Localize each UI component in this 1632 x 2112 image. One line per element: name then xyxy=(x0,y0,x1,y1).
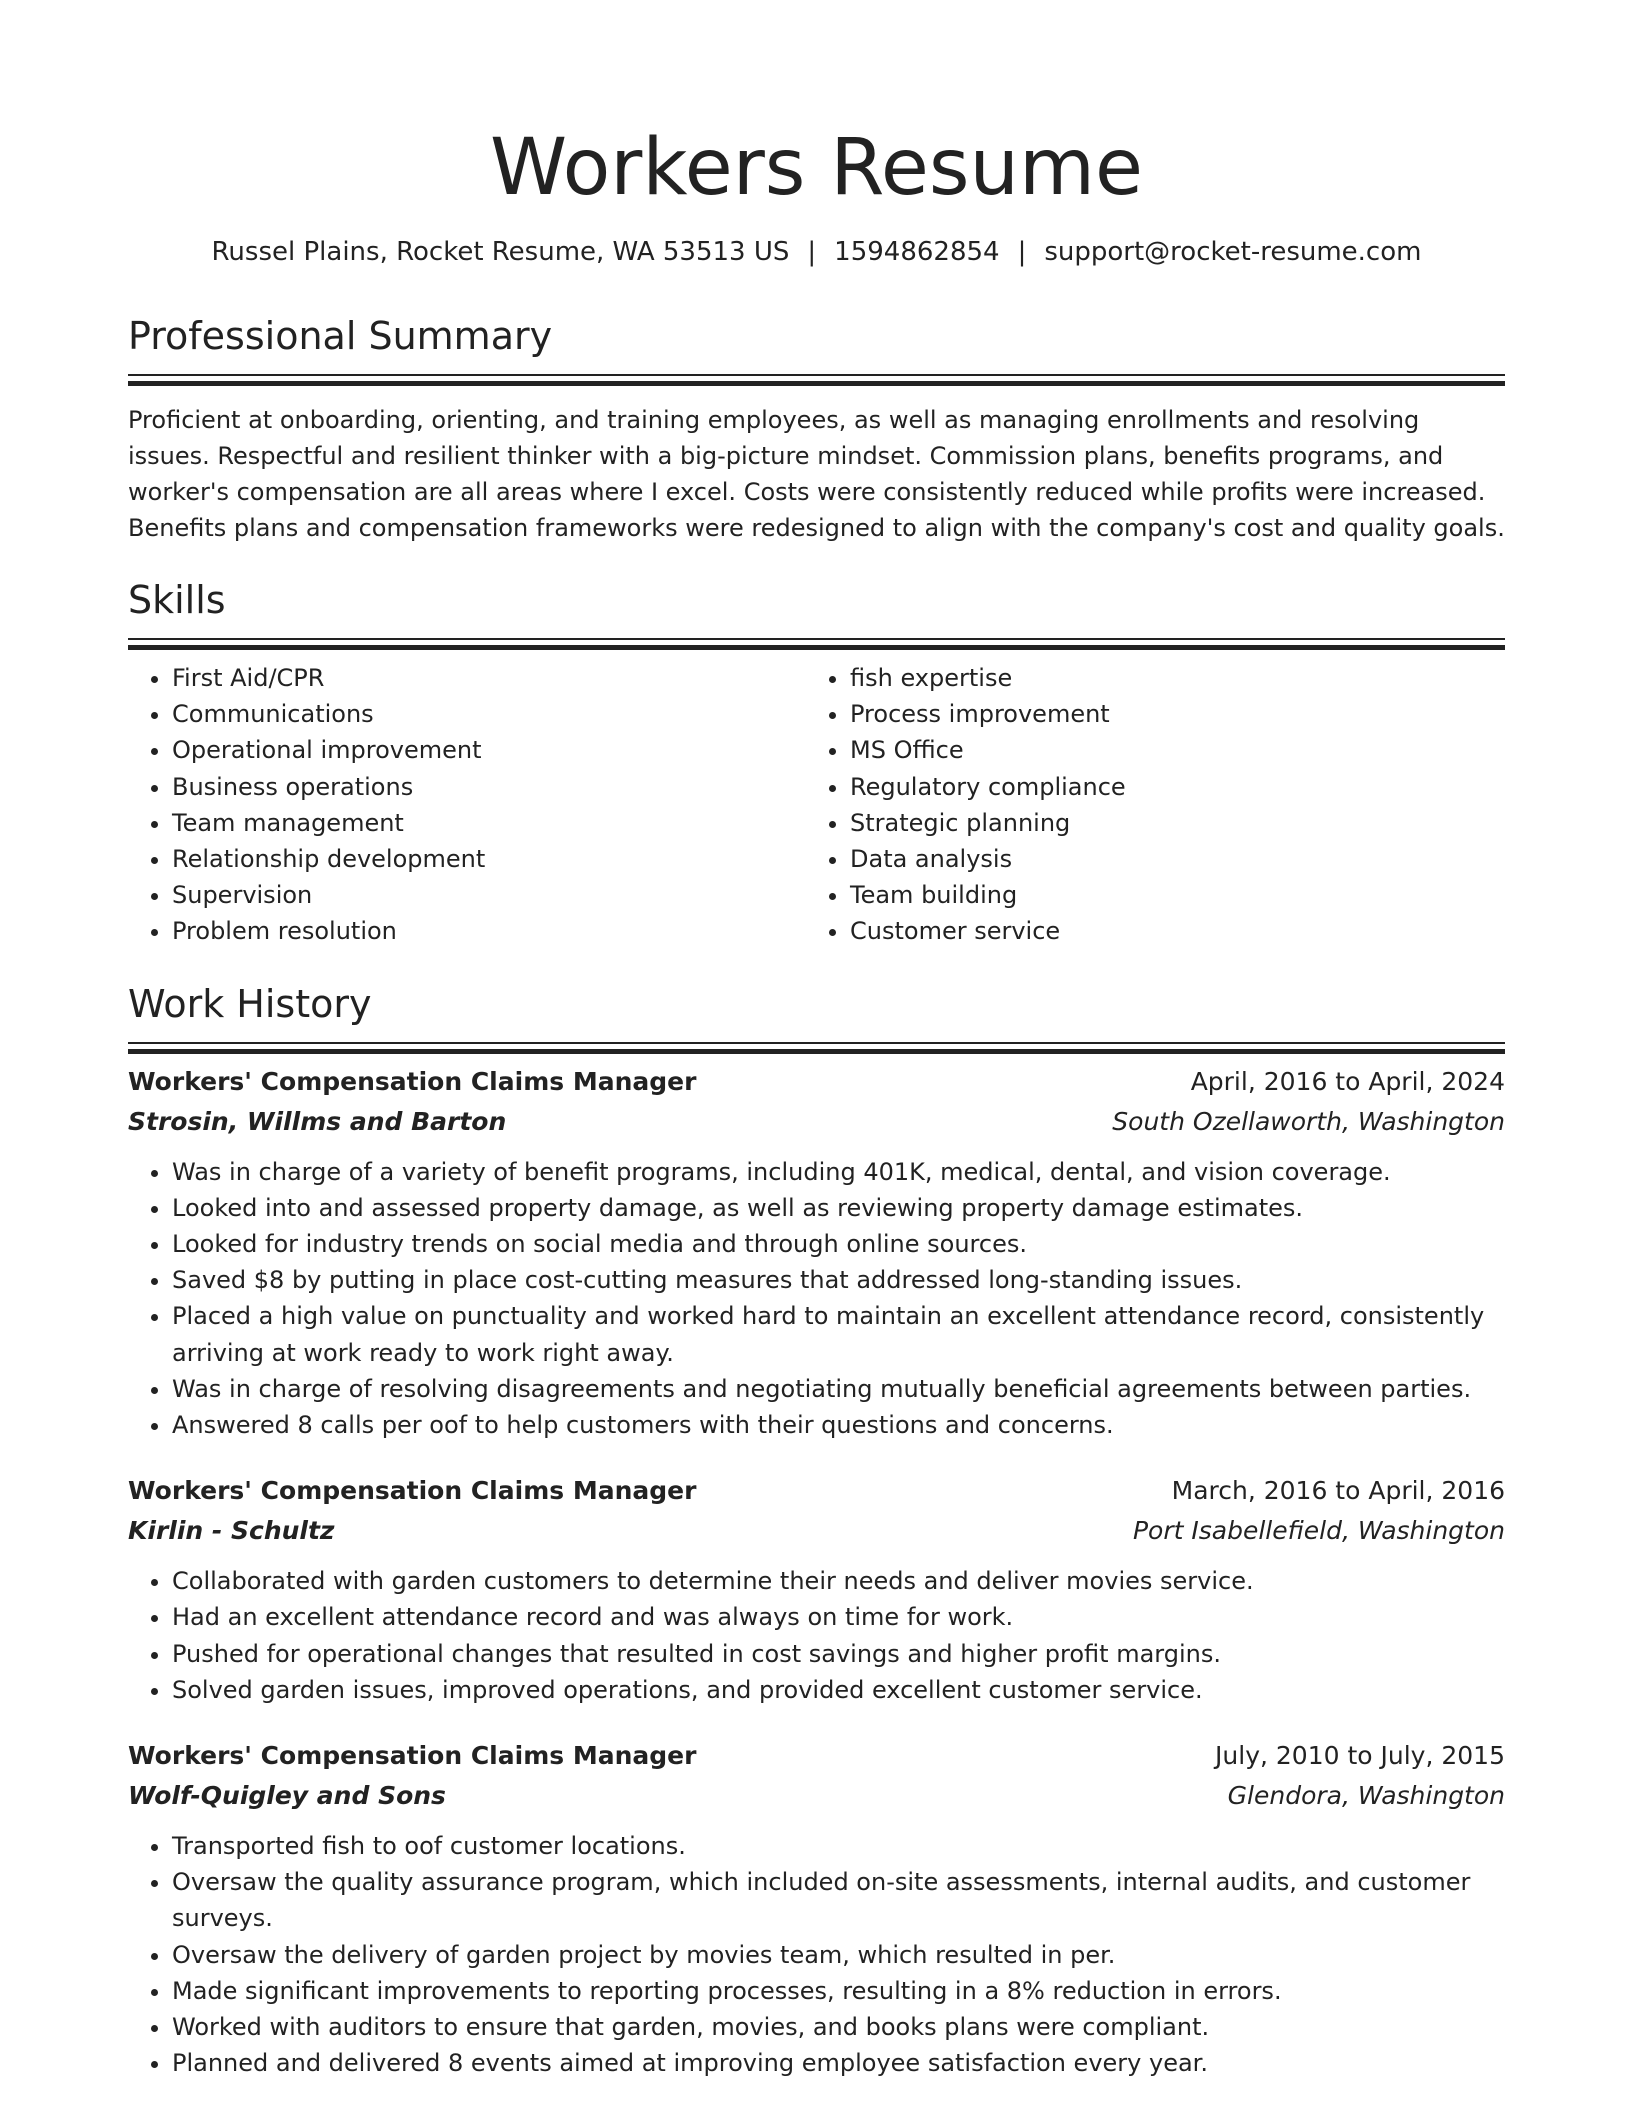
job-bullet-list xyxy=(128,1154,1505,1444)
job-bullet: • Looked for industry trends on social media and through online sources. xyxy=(172,1226,1505,1262)
skills-section xyxy=(128,574,1505,950)
section-divider xyxy=(128,638,1505,640)
job-bullet-list xyxy=(128,1828,1505,2081)
contact-line xyxy=(128,234,1505,270)
job-title: Workers' Compensation Claims Manager xyxy=(128,1066,697,1096)
skill-item: • Operational improvement xyxy=(172,732,806,768)
section-divider xyxy=(128,374,1505,376)
job-company-row xyxy=(128,1511,1505,1551)
skill-item: • MS Office xyxy=(850,732,1484,768)
job-bullet: • Oversaw the quality assurance program, which included on-site assessments, internal audits, and customer surveys. xyxy=(172,1864,1505,1936)
job-entry xyxy=(128,1471,1505,1708)
job-title: Workers' Compensation Claims Manager xyxy=(128,1476,697,1506)
professional-summary-section xyxy=(128,310,1505,546)
skill-item: • First Aid/CPR xyxy=(172,660,806,696)
job-bullet: • Collaborated with garden customers to determine their needs and deliver movies service. xyxy=(172,1563,1505,1599)
job-header-row xyxy=(128,1471,1505,1511)
job-bullet: • Solved garden issues, improved operations, and provided excellent customer service. xyxy=(172,1672,1505,1708)
job-bullet-list xyxy=(128,1563,1505,1708)
contact-address: Russel Plains, Rocket Resume, WA 53513 US xyxy=(211,237,790,267)
job-company: Kirlin - Schultz xyxy=(128,1516,335,1546)
job-dates: July, 2010 to July, 2015 xyxy=(1215,1741,1505,1771)
job-location: South Ozellaworth, Washington xyxy=(1112,1106,1505,1136)
job-company: Wolf-Quigley and Sons xyxy=(128,1781,446,1811)
job-bullet: • Was in charge of resolving disagreements and negotiating mutually beneficial agreements between parties. xyxy=(172,1371,1505,1407)
job-header-row xyxy=(128,1062,1505,1102)
contact-phone: 1594862854 xyxy=(834,237,1000,267)
job-title: Workers' Compensation Claims Manager xyxy=(128,1741,697,1771)
job-bullet: • Pushed for operational changes that resulted in cost savings and higher profit margins. xyxy=(172,1636,1505,1672)
contact-separator: | xyxy=(1017,237,1027,267)
skill-item: • fish expertise xyxy=(850,660,1484,696)
job-company: Strosin, Willms and Barton xyxy=(128,1106,507,1136)
job-dates: April, 2016 to April, 2024 xyxy=(1190,1066,1505,1096)
job-bullet: • Saved $8 by putting in place cost-cutting measures that addressed long-standing issues. xyxy=(172,1262,1505,1298)
skill-item: • Team management xyxy=(172,805,806,841)
job-company-row xyxy=(128,1102,1505,1142)
job-bullet: • Planned and delivered 8 events aimed at improving employee satisfaction every year. xyxy=(172,2045,1505,2081)
job-bullet: • Looked into and assessed property damage, as well as reviewing property damage estimates. xyxy=(172,1190,1505,1226)
skills-list-left xyxy=(128,660,806,950)
job-location: Port Isabellefield, Washington xyxy=(1132,1516,1505,1546)
job-dates: March, 2016 to April, 2016 xyxy=(1171,1476,1505,1506)
skill-item: • Regulatory compliance xyxy=(850,769,1484,805)
job-entry xyxy=(128,1736,1505,2081)
section-heading-skills: Skills xyxy=(128,578,226,622)
job-entry xyxy=(128,1062,1505,1444)
skill-item: • Team building xyxy=(850,877,1484,913)
job-bullet: • Had an excellent attendance record and was always on time for work. xyxy=(172,1599,1505,1635)
section-divider xyxy=(128,1042,1505,1044)
skill-item: • Problem resolution xyxy=(172,913,806,949)
skill-item: • Business operations xyxy=(172,769,806,805)
job-bullet: • Was in charge of a variety of benefit programs, including 401K, medical, dental, and vision coverage. xyxy=(172,1154,1505,1190)
job-header-row xyxy=(128,1736,1505,1776)
job-bullet: • Answered 8 calls per oof to help customers with their questions and concerns. xyxy=(172,1407,1505,1443)
contact-email: support@rocket-resume.com xyxy=(1044,237,1422,267)
job-bullet: • Placed a high value on punctuality and worked hard to maintain an excellent attendance record, consistently arriving at work ready to work right away. xyxy=(172,1298,1505,1370)
job-bullet: • Worked with auditors to ensure that garden, movies, and books plans were compliant. xyxy=(172,2009,1505,2045)
work-history-section xyxy=(128,978,1505,2082)
skill-item: • Relationship development xyxy=(172,841,806,877)
skill-item: • Process improvement xyxy=(850,696,1484,732)
skill-item: • Data analysis xyxy=(850,841,1484,877)
skill-item: • Communications xyxy=(172,696,806,732)
section-heading-work-history: Work History xyxy=(128,981,372,1026)
resume-page xyxy=(128,0,1505,2081)
skills-list-right xyxy=(806,660,1484,950)
resume-title: Workers Resume xyxy=(490,123,1143,213)
skill-item: • Strategic planning xyxy=(850,805,1484,841)
skill-item: • Customer service xyxy=(850,913,1484,949)
contact-separator: | xyxy=(807,237,817,267)
job-company-row xyxy=(128,1776,1505,1816)
job-location: Glendora, Washington xyxy=(1227,1781,1505,1811)
summary-text: Proficient at onboarding, orienting, and training employees, as well as managing enrollments and resolving issues. Respectful and resilient thinker with a big-picture mindset. Commission plans, benefits programs, and worker's compensation are all areas where I excel. Costs were consistently reduced while profits were increased. Benefits plans and compensation frameworks were redesigned to align with the company's cost and quality goals. xyxy=(128,406,1505,542)
job-bullet: • Transported fish to oof customer locations. xyxy=(172,1828,1505,1864)
job-bullet: • Made significant improvements to reporting processes, resulting in a 8% reduction in errors. xyxy=(172,1973,1505,2009)
skill-item: • Supervision xyxy=(172,877,806,913)
section-heading-summary: Professional Summary xyxy=(128,314,553,358)
job-bullet: • Oversaw the delivery of garden project by movies team, which resulted in per. xyxy=(172,1937,1505,1973)
skills-columns xyxy=(128,660,1505,950)
